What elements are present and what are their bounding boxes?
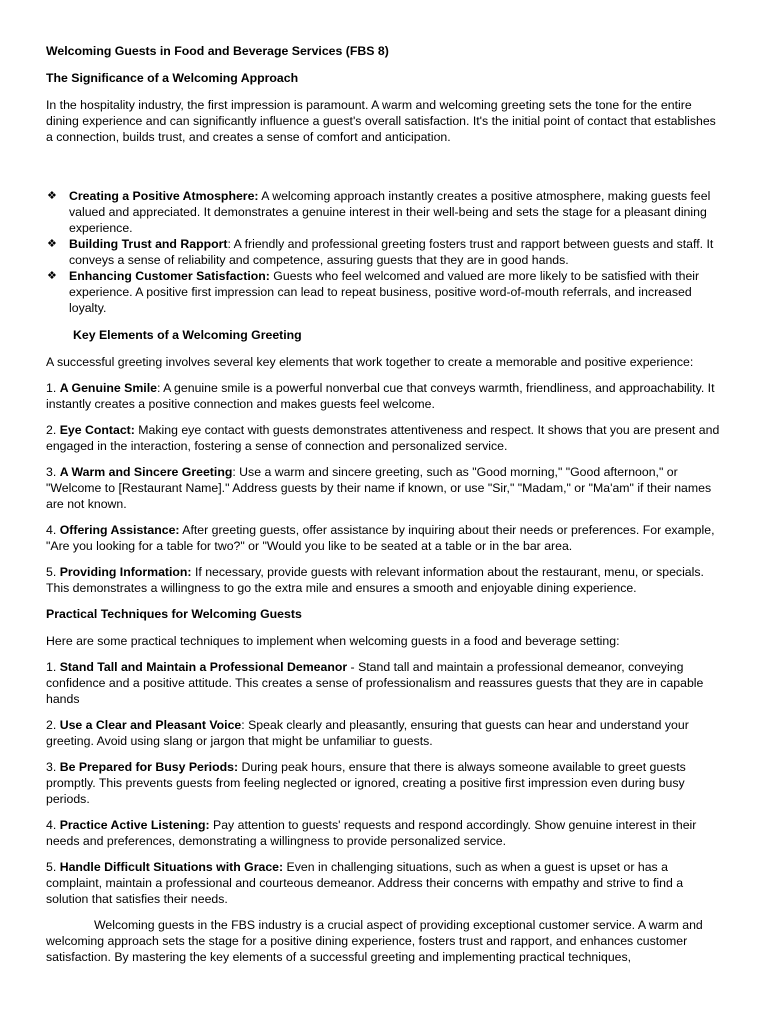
item-number: 1. bbox=[46, 381, 60, 395]
numbered-item bbox=[46, 859, 722, 907]
numbered-item bbox=[46, 717, 722, 749]
numbered-item bbox=[46, 422, 722, 454]
item-text: : A genuine smile is a powerful nonverbal cue that conveys warmth, friendliness, and approachability. It instantly creates a positive connection and makes guests feel welcome. bbox=[46, 381, 715, 411]
numbered-item bbox=[46, 659, 722, 707]
bullet-item bbox=[46, 268, 722, 316]
item-text: After greeting guests, offer assistance by inquiring about their needs or preferences. For example, "Are you looking for a table for two?" or "Would you like to be seated at a table or in the bar area. bbox=[46, 523, 715, 553]
bullet-text: : A friendly and professional greeting fosters trust and rapport between guests and staff. It conveys a sense of reliability and competence, assuring guests that they are in good hands. bbox=[69, 237, 714, 267]
item-bold-lead: A Warm and Sincere Greeting bbox=[59, 465, 233, 479]
section-intro-paragraph: In the hospitality industry, the first impression is paramount. A warm and welcoming greeting sets the tone for the entire dining experience and can significantly influence a guest's overall satisfaction. It's the initial point of contact that establishes a connection, builds trust, and creates a sense of comfort and anticipation. bbox=[46, 98, 716, 144]
item-bold-lead: Practice Active Listening: bbox=[59, 818, 210, 832]
item-bold-lead: Eye Contact: bbox=[59, 423, 135, 437]
bullet-bold-lead: Building Trust and Rapport bbox=[69, 237, 228, 251]
item-text: : Speak clearly and pleasantly, ensuring that guests can hear and understand your greeting. Avoid using slang or jargon that might be unfamiliar to guests. bbox=[46, 718, 689, 748]
item-number: 1. bbox=[46, 660, 60, 674]
numbered-item bbox=[46, 564, 722, 596]
item-number: 2. bbox=[46, 423, 60, 437]
document-title: Welcoming Guests in Food and Beverage Services (FBS 8) bbox=[46, 44, 389, 58]
bullet-text: Guests who feel welcomed and valued are more likely to be satisfied with their experience. A positive first impression can lead to repeat business, positive word-of-mouth referrals, and increased loyalty. bbox=[69, 269, 700, 315]
item-text: During peak hours, ensure that there is always someone available to greet guests promptly. This prevents guests from feeling neglected or ignored, creating a positive first impression even during busy periods. bbox=[46, 760, 686, 806]
item-text: Making eye contact with guests demonstrates attentiveness and respect. It shows that you are present and engaged in the interaction, fostering a sense of connection and personalized service. bbox=[46, 423, 720, 453]
diamond-bullet-icon: ❖ bbox=[47, 270, 57, 282]
section-intro-paragraph: Here are some practical techniques to implement when welcoming guests in a food and beverage setting: bbox=[46, 634, 620, 648]
item-bold-lead: Use a Clear and Pleasant Voice bbox=[59, 718, 242, 732]
bullet-item bbox=[46, 188, 722, 236]
item-number: 3. bbox=[46, 760, 60, 774]
item-bold-lead: Providing Information: bbox=[59, 565, 192, 579]
item-text: - Stand tall and maintain a professional demeanor, conveying confidence and a positive attitude. This creates a sense of professionalism and reassures guests that they are in capable hands bbox=[46, 660, 704, 706]
item-text: : Use a warm and sincere greeting, such as "Good morning," "Good afternoon," or "Welcome to [Restaurant Name]." Address guests by their name if known, or use "Sir," "Madam," or "Ma'am" if their names are not known. bbox=[46, 465, 712, 511]
section-heading-practical-techniques: Practical Techniques for Welcoming Guests bbox=[46, 607, 302, 621]
diamond-bullet-icon: ❖ bbox=[47, 238, 57, 250]
item-number: 4. bbox=[46, 523, 60, 537]
item-number: 3. bbox=[46, 465, 60, 479]
spacer bbox=[46, 155, 722, 188]
item-bold-lead: Offering Assistance: bbox=[59, 523, 180, 537]
item-text: Pay attention to guests' requests and respond accordingly. Show genuine interest in their needs and preferences, demonstrating a willingness to provide personalized service. bbox=[46, 818, 697, 848]
item-text: If necessary, provide guests with relevant information about the restaurant, menu, or specials. This demonstrates a willingness to go the extra mile and ensures a smooth and enjoyable dining experience. bbox=[46, 565, 704, 595]
item-number: 5. bbox=[46, 860, 60, 874]
item-text: Even in challenging situations, such as when a guest is upset or has a complaint, maintain a professional and courteous demeanor. Address their concerns with empathy and strive to find a solution that satisfies their needs. bbox=[46, 860, 684, 906]
item-bold-lead: Be Prepared for Busy Periods: bbox=[59, 760, 239, 774]
bullet-item bbox=[46, 236, 722, 268]
item-number: 2. bbox=[46, 718, 60, 732]
numbered-item bbox=[46, 380, 722, 412]
numbered-item bbox=[46, 522, 722, 554]
numbered-item bbox=[46, 759, 722, 807]
conclusion-paragraph: Welcoming guests in the FBS industry is a crucial aspect of providing exceptional customer service. A warm and welcoming approach sets the stage for a positive dining experience, fosters trust and rapport, and enhances customer satisfaction. By mastering the key elements of a successful greeting and implementing practical techniques, bbox=[46, 918, 703, 964]
diamond-bullet-icon: ❖ bbox=[47, 190, 57, 202]
item-bold-lead: Stand Tall and Maintain a Professional Demeanor bbox=[59, 660, 348, 674]
numbered-item bbox=[46, 817, 722, 849]
item-bold-lead: A Genuine Smile bbox=[59, 381, 157, 395]
bullet-bold-lead: Enhancing Customer Satisfaction: bbox=[69, 269, 270, 283]
bullet-text: A welcoming approach instantly creates a positive atmosphere, making guests feel valued and appreciated. It demonstrates a genuine interest in their well-being and sets the stage for a pleasant dining experience. bbox=[69, 189, 711, 235]
benefits-bullet-list bbox=[46, 188, 722, 316]
bullet-bold-lead: Creating a Positive Atmosphere: bbox=[69, 189, 259, 203]
item-number: 5. bbox=[46, 565, 60, 579]
section-intro-paragraph: A successful greeting involves several key elements that work together to create a memorable and positive experience: bbox=[46, 355, 694, 369]
section-heading-significance: The Significance of a Welcoming Approach bbox=[46, 71, 299, 85]
item-bold-lead: Handle Difficult Situations with Grace: bbox=[59, 860, 284, 874]
section-heading-key-elements: Key Elements of a Welcoming Greeting bbox=[73, 328, 302, 342]
numbered-item bbox=[46, 464, 722, 512]
item-number: 4. bbox=[46, 818, 60, 832]
